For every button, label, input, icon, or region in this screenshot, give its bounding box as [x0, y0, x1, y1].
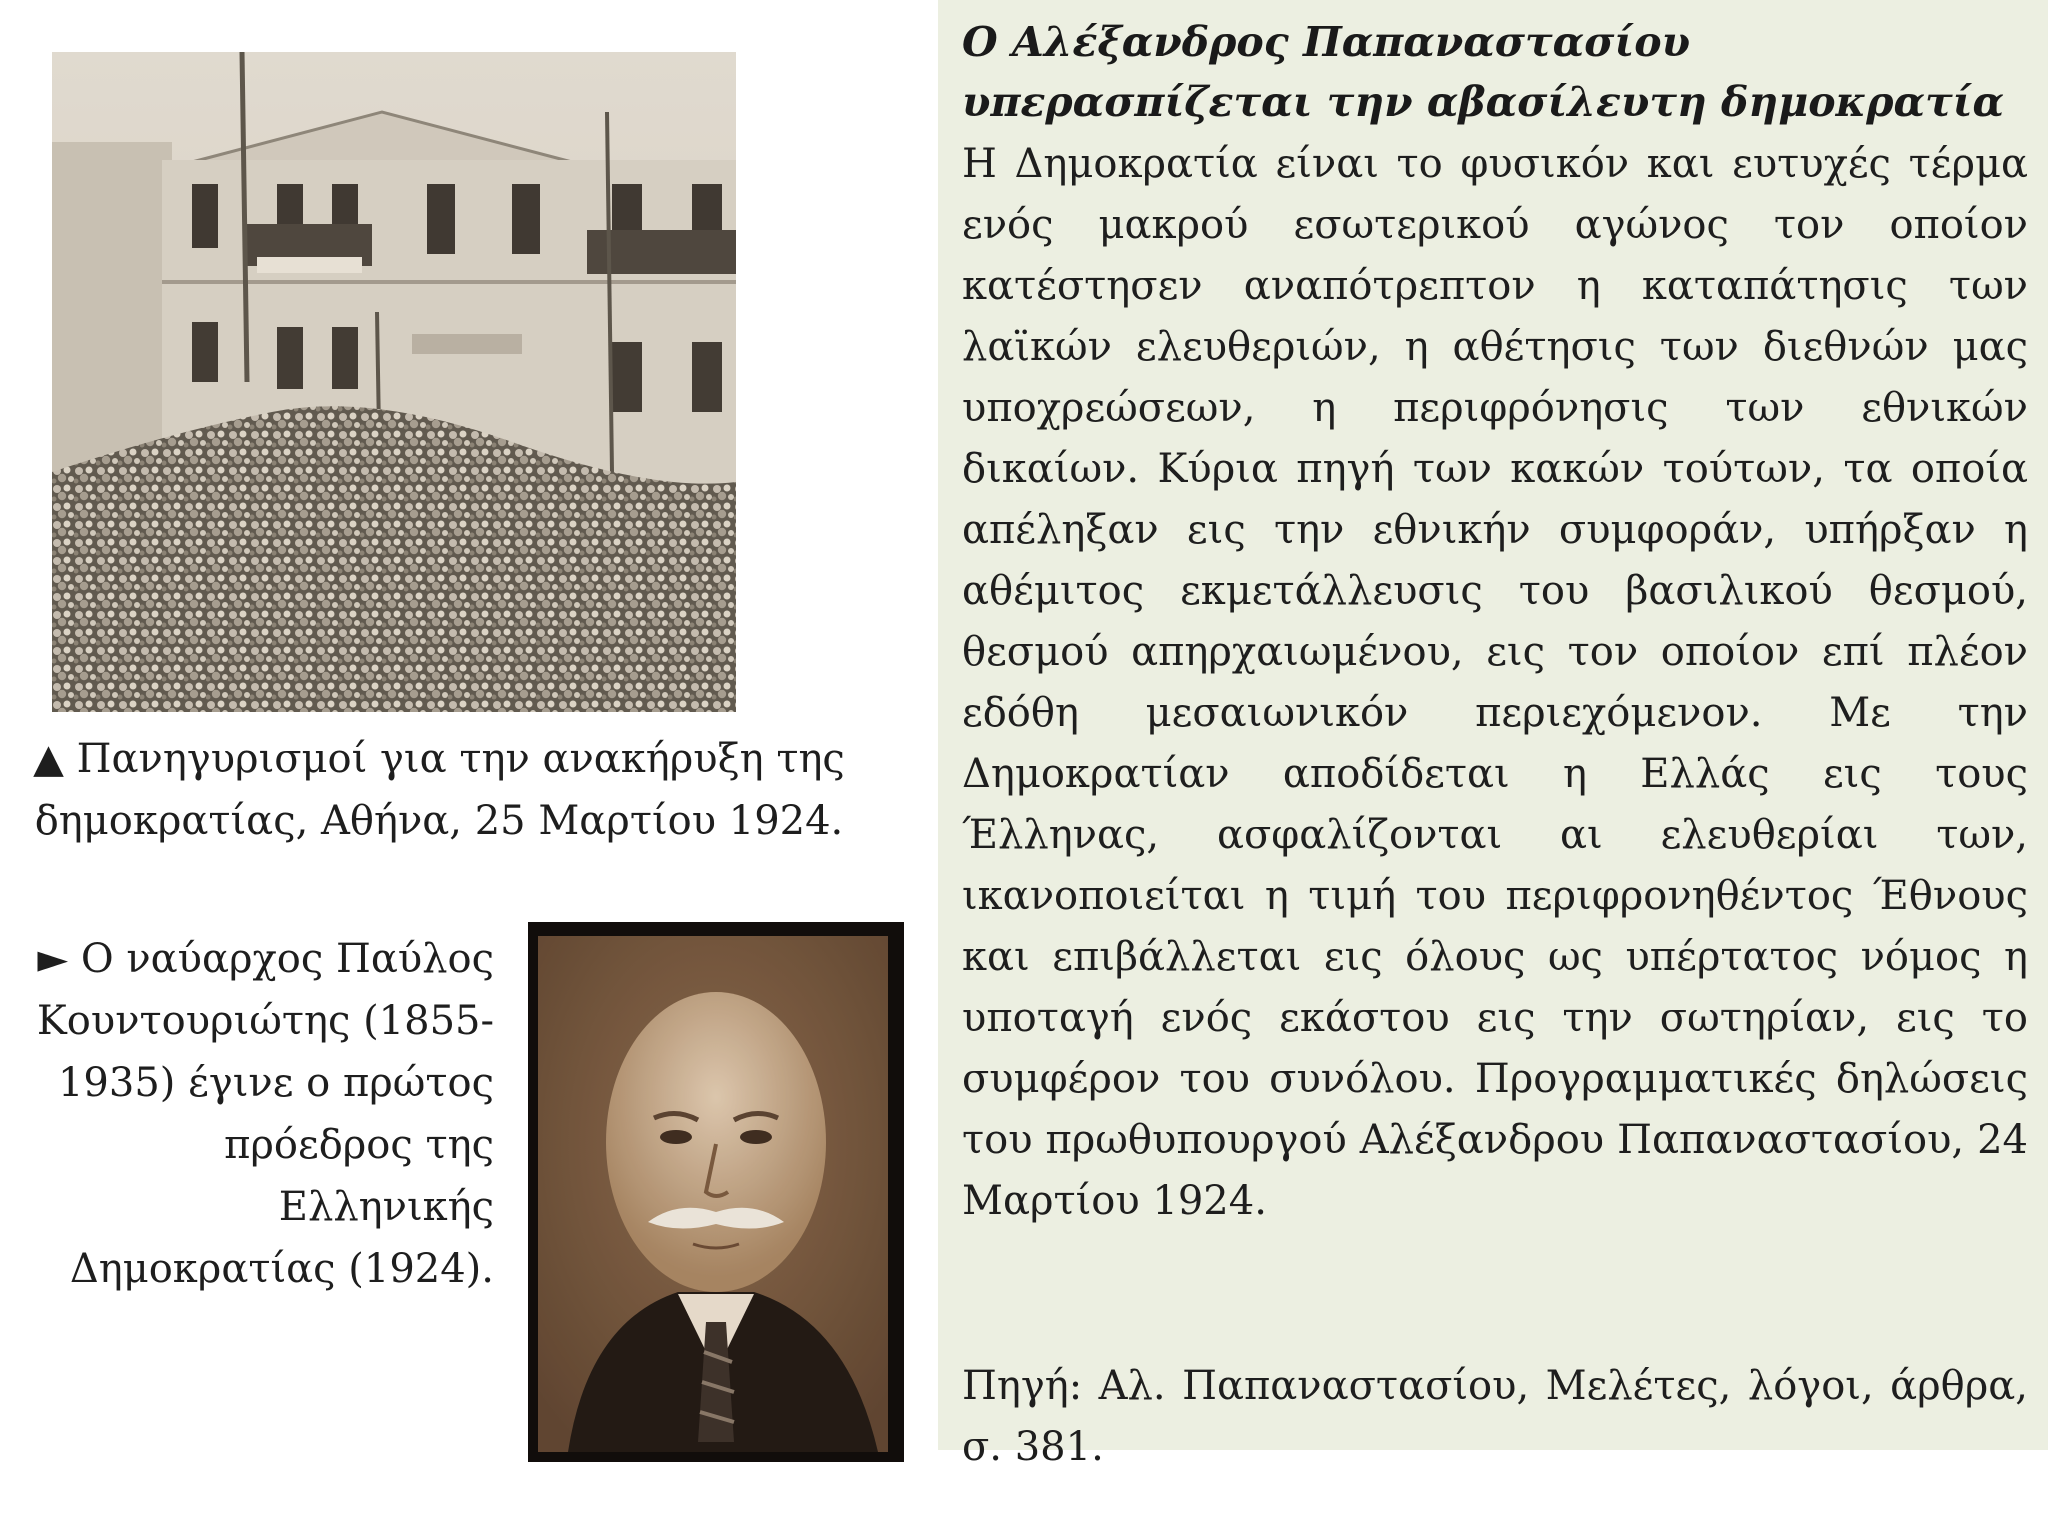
crowd-celebration-photo: [52, 52, 736, 712]
admiral-portrait-photo: [528, 922, 904, 1462]
crowd-photo-image: [52, 52, 736, 712]
crowd-photo-caption: ▲ Πανηγυρισμοί για την ανακήρυξη της δημοκρατίας, Αθήνα, 25 Μαρτίου 1924.: [33, 736, 845, 844]
portrait-photo-caption: ► Ο ναύαρχος Παύλος Κουντουριώτης (1855-1935) έγινε ο πρώτος πρόεδρος της Ελληνικής Δημοκρατίας (1924).: [36, 936, 494, 1292]
source-body-text: Η Δημοκρατία είναι το φυσικόν και ευτυχές τέρμα ενός μακρού εσωτερικού αγώνος τον οποίον κατέστησεν αναπότρεπτον η καταπάτησις των λαϊκών ελευθεριών, η αθέτησις των διεθνών μας υποχρεώσεων, η περιφρόνησις των εθνικών δικαίων. Κύρια πηγή των κακών τούτων, τα οποία απέληξαν εις την εθνικήν συμφοράν, υπήρξαν η αθέμιτος εκμετάλλευσις του βασιλικού θεσμού, θεσμού απηρχαιωμένου, εις τον οποίον επί πλέον εδόθη μεσαιωνικόν περιεχόμενον. Με την Δημοκρατίαν αποδίδεται η Ελλάς εις τους Έλληνας, ασφαλίζονται αι ελευθερίαι των, ικανοποιείται η τιμή του περιφρονηθέντος Έθνους και επιβάλλεται εις όλους ως υπέρτατος νόμος η υποταγή ενός εκάστου εις την σωτηρίαν, εις το συμφέρον του συνόλου. Προγραμματικές δηλώσεις του πρωθυπουργού Αλέξανδρου Παπαναστασίου, 24 Μαρτίου 1924.: [962, 141, 2028, 1224]
source-reference: Πηγή: Αλ. Παπαναστασίου, Μελέτες, λόγοι, άρθρα, σ. 381.: [962, 1363, 2028, 1470]
source-title: Ο Αλέξανδρος Παπαναστασίου υπερασπίζεται την αβασίλευτη δημοκρατία: [962, 18, 2005, 126]
portrait-image: [528, 922, 904, 1462]
